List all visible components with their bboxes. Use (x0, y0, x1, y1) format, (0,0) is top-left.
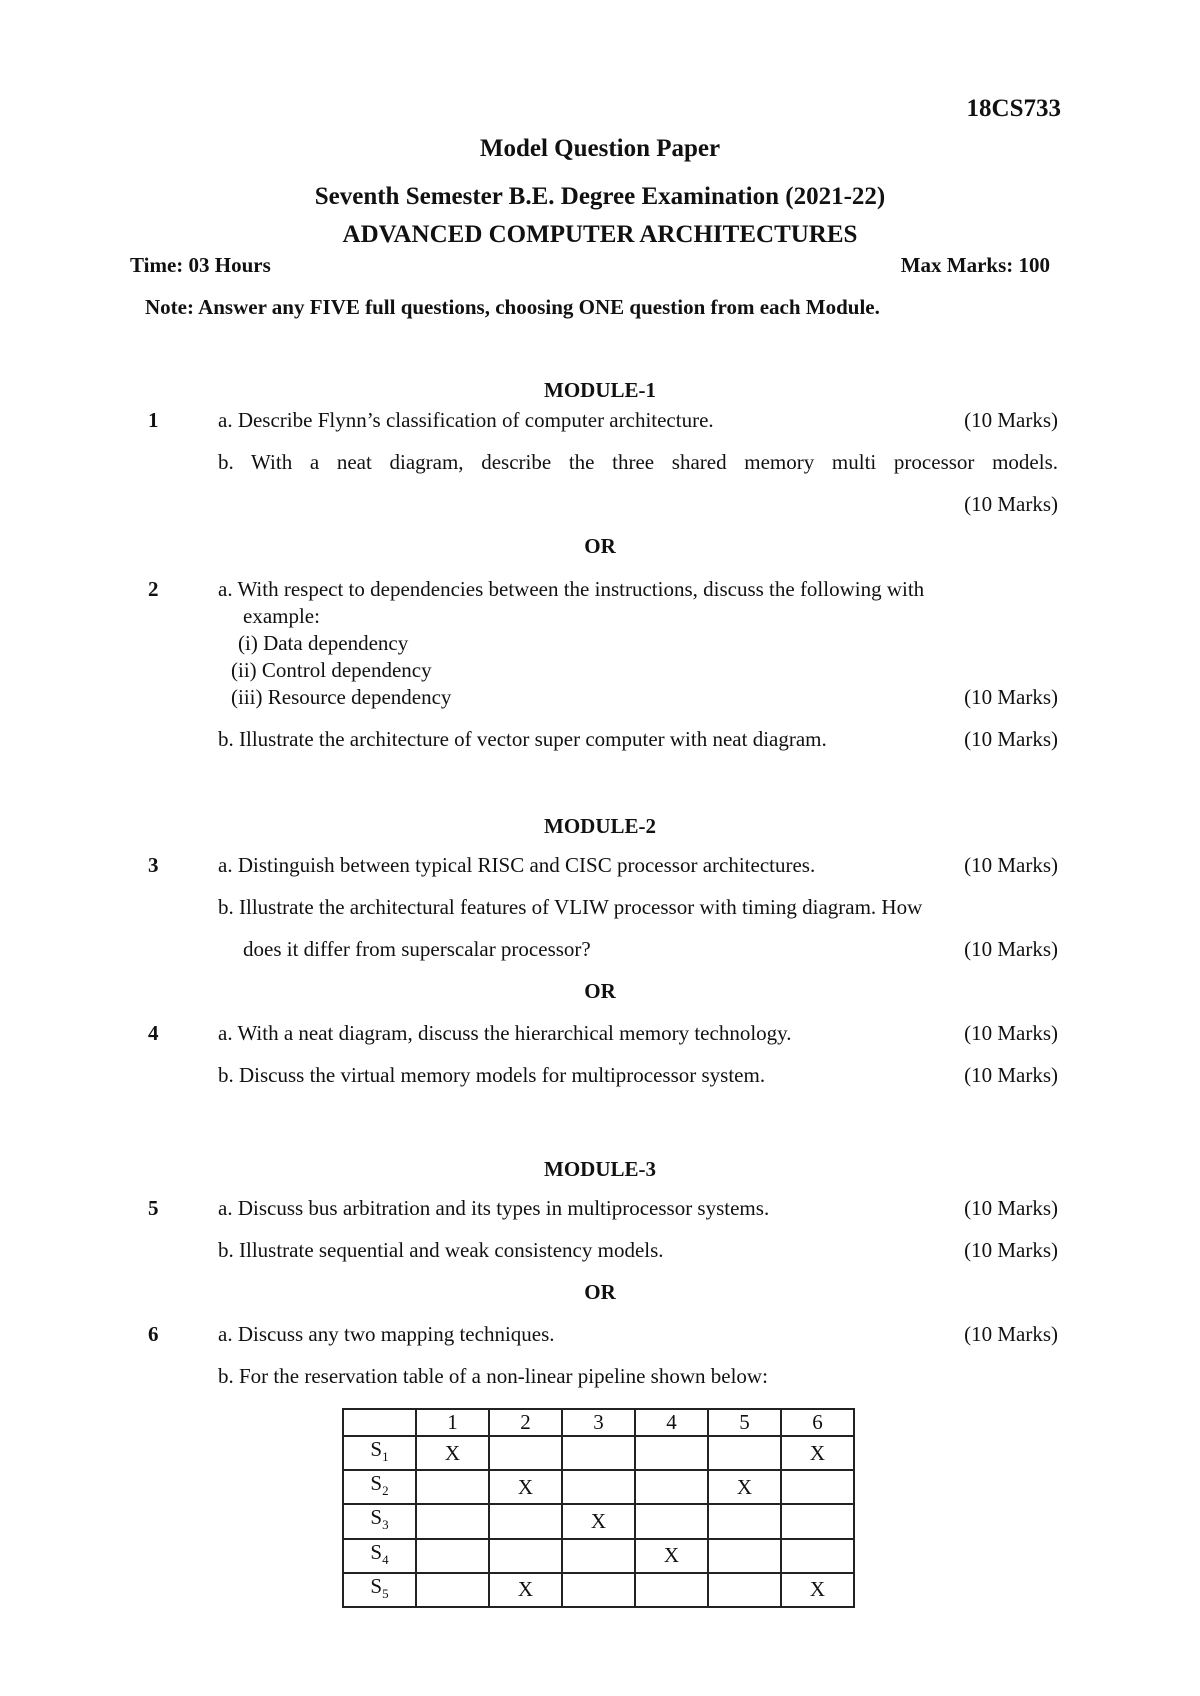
question-5a-text: a. Discuss bus arbitration and its types in multiprocessor systems. (218, 1196, 770, 1220)
table-cell (416, 1573, 489, 1607)
table-row (343, 1539, 854, 1573)
question-5-number: 5 (148, 1196, 159, 1220)
table-cell (708, 1504, 781, 1538)
question-3a-text: a. Distinguish between typical RISC and CISC processor architectures. (218, 853, 816, 877)
question-2a-item-i: (i) Data dependency (238, 631, 409, 655)
module-1-heading: MODULE-1 (544, 378, 656, 402)
table-cell: X (489, 1470, 562, 1504)
reservation-table (342, 1408, 855, 1608)
stage-label (343, 1539, 416, 1573)
question-3b-marks: (10 Marks) (964, 937, 1058, 961)
question-5a-marks: (10 Marks) (964, 1196, 1058, 1220)
stage-subscript: 5 (382, 1585, 389, 1601)
table-cell (635, 1436, 708, 1470)
instructions-note: Note: Answer any FIVE full questions, choosing ONE question from each Module. (145, 295, 880, 319)
table-cell (562, 1573, 635, 1607)
table-cell (562, 1436, 635, 1470)
stage-subscript: 1 (382, 1449, 389, 1465)
question-2a-item-ii: (ii) Control dependency (231, 658, 432, 682)
stage-letter: S (370, 1539, 383, 1564)
question-5b-text: b. Illustrate sequential and weak consistency models. (218, 1238, 664, 1262)
table-cell (708, 1436, 781, 1470)
table-cell (635, 1573, 708, 1607)
question-2-number: 2 (148, 577, 159, 601)
question-1-number: 1 (148, 408, 159, 432)
stage-letter: S (370, 1471, 383, 1496)
question-2a-text-line2: example: (243, 604, 320, 628)
question-2a-marks: (10 Marks) (964, 685, 1058, 709)
question-1b-text: b. With a neat diagram, describe the three shared memory multi processor models. (218, 450, 1058, 474)
question-2b-text: b. Illustrate the architecture of vector super computer with neat diagram. (218, 727, 827, 751)
table-cell (635, 1504, 708, 1538)
stage-letter: S (370, 1573, 383, 1598)
stage-subscript: 3 (382, 1517, 389, 1533)
table-cell (708, 1573, 781, 1607)
question-3-number: 3 (148, 853, 159, 877)
table-row (343, 1573, 854, 1607)
column-header: 6 (781, 1409, 854, 1436)
question-1a-marks: (10 Marks) (964, 408, 1058, 432)
table-cell (562, 1539, 635, 1573)
table-corner-cell (343, 1409, 416, 1436)
table-header-row (343, 1409, 854, 1436)
question-4b-marks: (10 Marks) (964, 1063, 1058, 1087)
question-3b-text-line1: b. Illustrate the architectural features of VLIW processor with timing diagram. How (218, 895, 923, 919)
table-row (343, 1504, 854, 1538)
question-3b-text-line2: does it differ from superscalar processor? (243, 937, 591, 961)
stage-letter: S (370, 1505, 383, 1530)
question-2b-marks: (10 Marks) (964, 727, 1058, 751)
question-4a-marks: (10 Marks) (964, 1021, 1058, 1045)
table-row (343, 1470, 854, 1504)
question-2a-item-iii: (iii) Resource dependency (231, 685, 452, 709)
stage-subscript: 2 (382, 1483, 389, 1499)
time-label: Time: 03 Hours (130, 253, 271, 277)
table-cell: X (781, 1573, 854, 1607)
column-header: 4 (635, 1409, 708, 1436)
question-6a-text: a. Discuss any two mapping techniques. (218, 1322, 555, 1346)
stage-label (343, 1470, 416, 1504)
table-cell: X (781, 1436, 854, 1470)
table-cell (781, 1504, 854, 1538)
stage-letter: S (370, 1437, 383, 1461)
table-cell: X (489, 1573, 562, 1607)
table-cell (489, 1539, 562, 1573)
table-cell (781, 1539, 854, 1573)
column-header: 5 (708, 1409, 781, 1436)
table-cell (781, 1470, 854, 1504)
table-cell (416, 1504, 489, 1538)
table-cell (416, 1470, 489, 1504)
table-cell (489, 1504, 562, 1538)
course-code: 18CS733 (966, 95, 1061, 122)
subject-title: ADVANCED COMPUTER ARCHITECTURES (342, 221, 858, 248)
stage-label (343, 1504, 416, 1538)
module-3-heading: MODULE-3 (544, 1157, 656, 1181)
table-cell (708, 1539, 781, 1573)
question-1a-text: a. Describe Flynn’s classification of computer architecture. (218, 408, 714, 432)
question-6a-marks: (10 Marks) (964, 1322, 1058, 1346)
column-header: 3 (562, 1409, 635, 1436)
question-4-number: 4 (148, 1021, 159, 1045)
table-cell: X (416, 1436, 489, 1470)
table-cell (635, 1470, 708, 1504)
question-4b-text: b. Discuss the virtual memory models for multiprocessor system. (218, 1063, 766, 1087)
column-header: 1 (416, 1409, 489, 1436)
exam-title: Seventh Semester B.E. Degree Examination (2021-22) (314, 183, 886, 210)
table-cell (562, 1470, 635, 1504)
question-6b-text: b. For the reservation table of a non-linear pipeline shown below: (218, 1364, 768, 1388)
stage-subscript: 4 (382, 1551, 389, 1567)
question-1b-marks: (10 Marks) (964, 492, 1058, 516)
table-cell (416, 1539, 489, 1573)
table-cell: X (562, 1504, 635, 1538)
or-divider-2: OR (584, 979, 616, 1003)
paper-title: Model Question Paper (479, 135, 721, 162)
stage-label (343, 1573, 416, 1607)
question-2a-text-line1: a. With respect to dependencies between the instructions, discuss the following with (218, 577, 925, 601)
question-5b-marks: (10 Marks) (964, 1238, 1058, 1262)
or-divider-1: OR (584, 534, 616, 558)
table-row (343, 1436, 854, 1470)
question-6-number: 6 (148, 1322, 159, 1346)
column-header: 2 (489, 1409, 562, 1436)
question-3a-marks: (10 Marks) (964, 853, 1058, 877)
question-4a-text: a. With a neat diagram, discuss the hierarchical memory technology. (218, 1021, 792, 1045)
stage-label (343, 1436, 416, 1470)
or-divider-3: OR (584, 1280, 616, 1304)
max-marks-label: Max Marks: 100 (900, 253, 1050, 277)
table-cell (489, 1436, 562, 1470)
module-2-heading: MODULE-2 (544, 814, 656, 838)
table-cell: X (708, 1470, 781, 1504)
table-cell: X (635, 1539, 708, 1573)
